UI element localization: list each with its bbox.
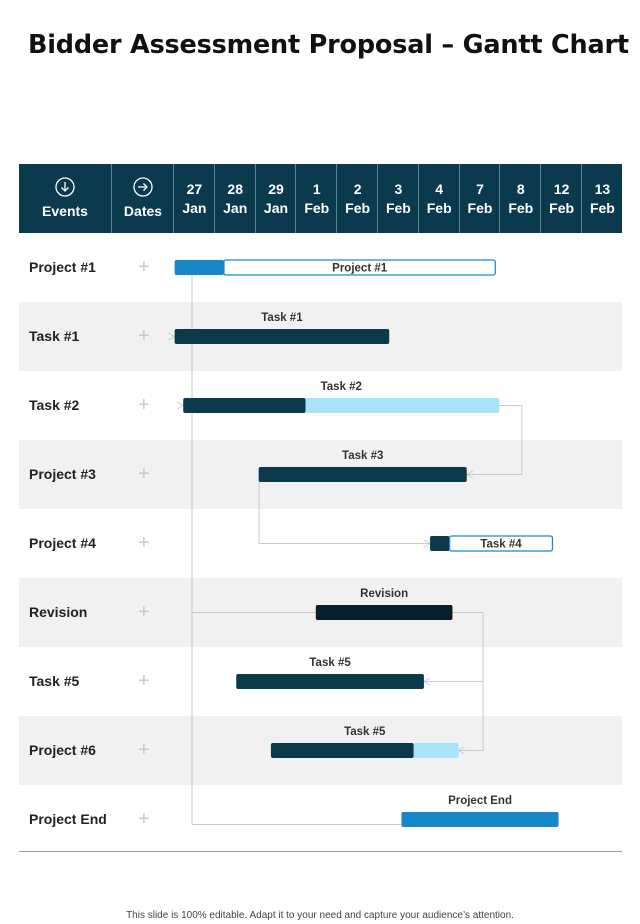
bar-segment (259, 467, 467, 482)
plus-icon[interactable]: + (138, 739, 150, 761)
date-header-text: 7 (476, 180, 484, 197)
bar-label: Revision (360, 588, 409, 600)
plus-icon[interactable]: + (138, 256, 150, 278)
date-header-text: Feb (385, 199, 411, 216)
bar-segment (414, 743, 459, 758)
plus-icon[interactable]: + (138, 463, 150, 485)
date-header-text: Feb (589, 199, 615, 216)
bar-label: Project End (448, 795, 512, 807)
bar-label: Task #1 (261, 312, 303, 324)
bar-label: Task #3 (342, 450, 384, 462)
date-header-text: 4 (435, 180, 444, 197)
date-header-text: 12 (553, 180, 570, 197)
date-header-text: Feb (467, 199, 493, 216)
row-label: Task #5 (29, 673, 80, 689)
date-header-text: 27 (186, 180, 203, 197)
date-header-text: 3 (394, 180, 403, 197)
date-header-text: Feb (549, 199, 575, 216)
dependency-arrow (177, 402, 183, 409)
date-header-text: 1 (312, 180, 321, 197)
dependency-line (467, 406, 522, 475)
events-header-label: Events (42, 203, 88, 219)
date-header-text: Jan (263, 199, 289, 216)
plus-icon[interactable]: + (138, 394, 150, 416)
row-label: Project #4 (29, 535, 96, 551)
plus-icon[interactable]: + (138, 325, 150, 347)
page-title: Bidder Assessment Proposal – Gantt Chart (28, 30, 629, 60)
date-header-text: Feb (426, 199, 452, 216)
bar-label: Task #2 (320, 381, 362, 393)
date-header-text: Feb (508, 199, 534, 216)
plus-icon[interactable]: + (138, 532, 150, 554)
dependency-arrow (169, 333, 175, 340)
date-header-text: 28 (227, 180, 243, 197)
dependency-line (175, 268, 402, 825)
date-header-text: Jan (223, 199, 248, 216)
row-label: Project #3 (29, 466, 96, 482)
date-header-text: 2 (353, 180, 362, 197)
bar-segment (271, 743, 414, 758)
row-label: Project #1 (29, 259, 96, 275)
bar-segment (175, 329, 390, 344)
bar-segment (430, 536, 450, 551)
bar-label: Task #4 (480, 538, 522, 551)
dates-header-label: Dates (123, 203, 163, 219)
bar-segment (183, 398, 305, 413)
dependency-line (259, 475, 430, 544)
bar-segment (175, 260, 224, 275)
bar-segment (316, 605, 453, 620)
row-label: Task #2 (29, 397, 80, 413)
bar-label: Task #5 (309, 657, 351, 669)
bar-segment (236, 674, 424, 689)
date-header-text: Feb (345, 199, 371, 216)
footer-note: This slide is 100% editable. Adapt it to your need and capture your audience’s attention. (126, 910, 514, 921)
row-label: Task #1 (29, 328, 80, 344)
bar-segment (306, 398, 500, 413)
bar-segment (401, 812, 558, 827)
bar-label: Project #1 (332, 262, 388, 275)
plus-icon[interactable]: + (138, 670, 150, 692)
row-label: Project End (29, 811, 107, 827)
date-header-text: 8 (516, 180, 525, 197)
date-header-text: 29 (268, 180, 284, 197)
row-label: Revision (29, 604, 88, 620)
date-header-text: 13 (594, 180, 611, 197)
plus-icon[interactable]: + (138, 601, 150, 623)
row-label: Project #6 (29, 742, 96, 758)
date-header-text: Jan (182, 199, 207, 216)
date-header-text: Feb (304, 199, 330, 216)
bar-label: Task #5 (344, 726, 386, 738)
plus-icon[interactable]: + (138, 808, 150, 830)
